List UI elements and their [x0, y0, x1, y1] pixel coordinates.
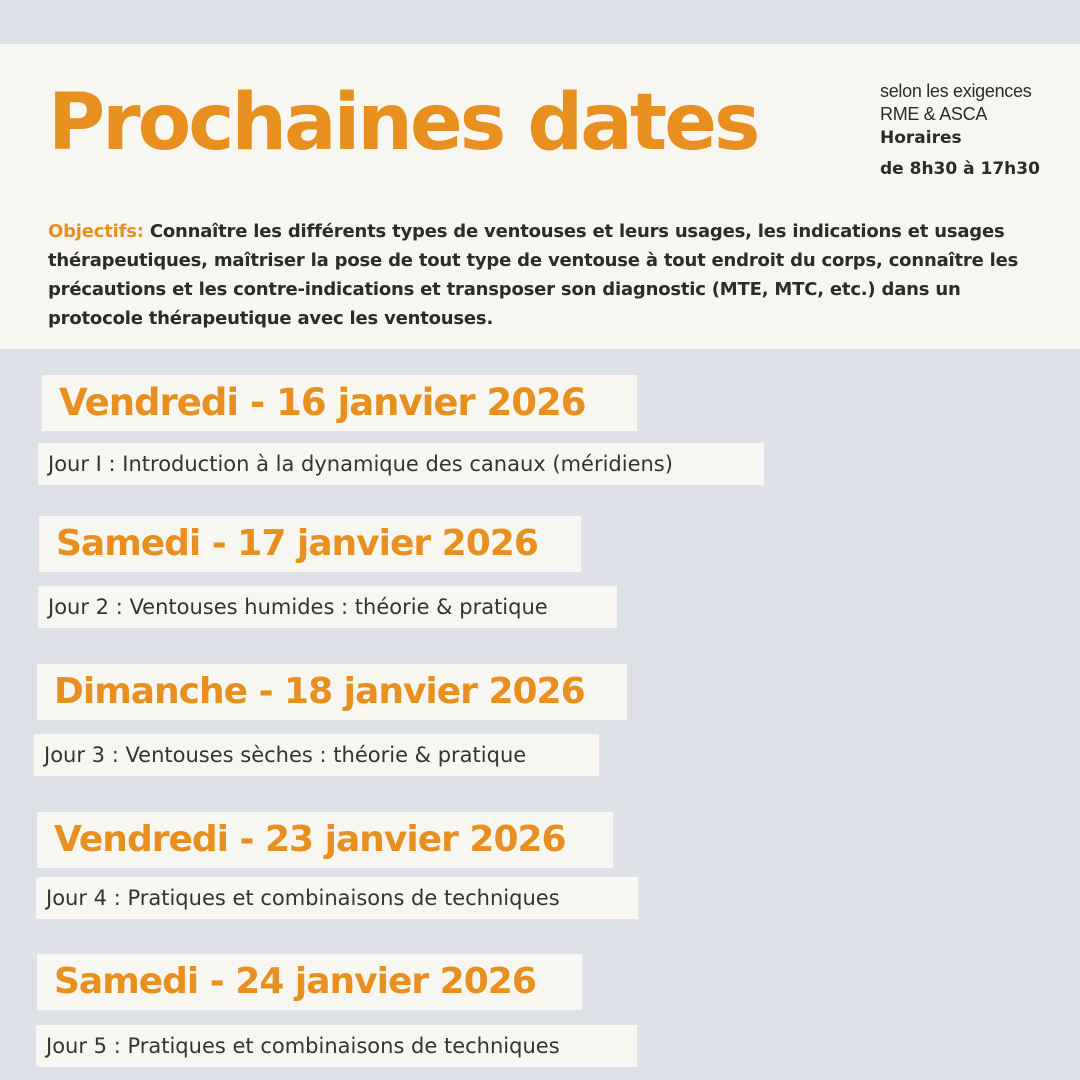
session-date-2: Samedi - 17 janvier 2026: [39, 516, 581, 572]
schedule-info: [880, 80, 1040, 181]
objectives-label: Objectifs:: [48, 221, 144, 242]
session-date-3: Dimanche - 18 janvier 2026: [37, 664, 627, 720]
session-description-1: Jour I : Introduction à la dynamique des canaux (méridiens): [38, 443, 764, 485]
hours-value: de 8h30 à 17h30: [880, 159, 1040, 179]
session-date-1: Vendredi - 16 janvier 2026: [42, 375, 637, 431]
requirements-line-2: RME & ASCA: [880, 104, 988, 124]
session-date-4: Vendredi - 23 janvier 2026: [37, 812, 613, 868]
requirements-line-1: selon les exigences: [880, 81, 1032, 101]
session-description-3: Jour 3 : Ventouses sèches : théorie & pratique: [34, 734, 599, 776]
page-title: Prochaines dates: [48, 78, 758, 168]
session-description-2: Jour 2 : Ventouses humides : théorie & pratique: [38, 586, 617, 628]
hours-label: Horaires: [880, 128, 962, 148]
session-date-5: Samedi - 24 janvier 2026: [37, 954, 582, 1010]
objectives-paragraph: [48, 217, 1038, 333]
session-description-5: Jour 5 : Pratiques et combinaisons de techniques: [36, 1025, 637, 1067]
objectives-text: Connaître les différents types de ventouses et leurs usages, les indications et usages thérapeutiques, maîtriser la pose de tout type de ventouse à tout endroit du corps, connaître les précautions et les contre-indications et transposer son diagnostic (MTE, MTC, etc.) dans un protocole thérapeutique avec les ventouses.: [48, 221, 1019, 329]
session-description-4: Jour 4 : Pratiques et combinaisons de techniques: [36, 877, 638, 919]
